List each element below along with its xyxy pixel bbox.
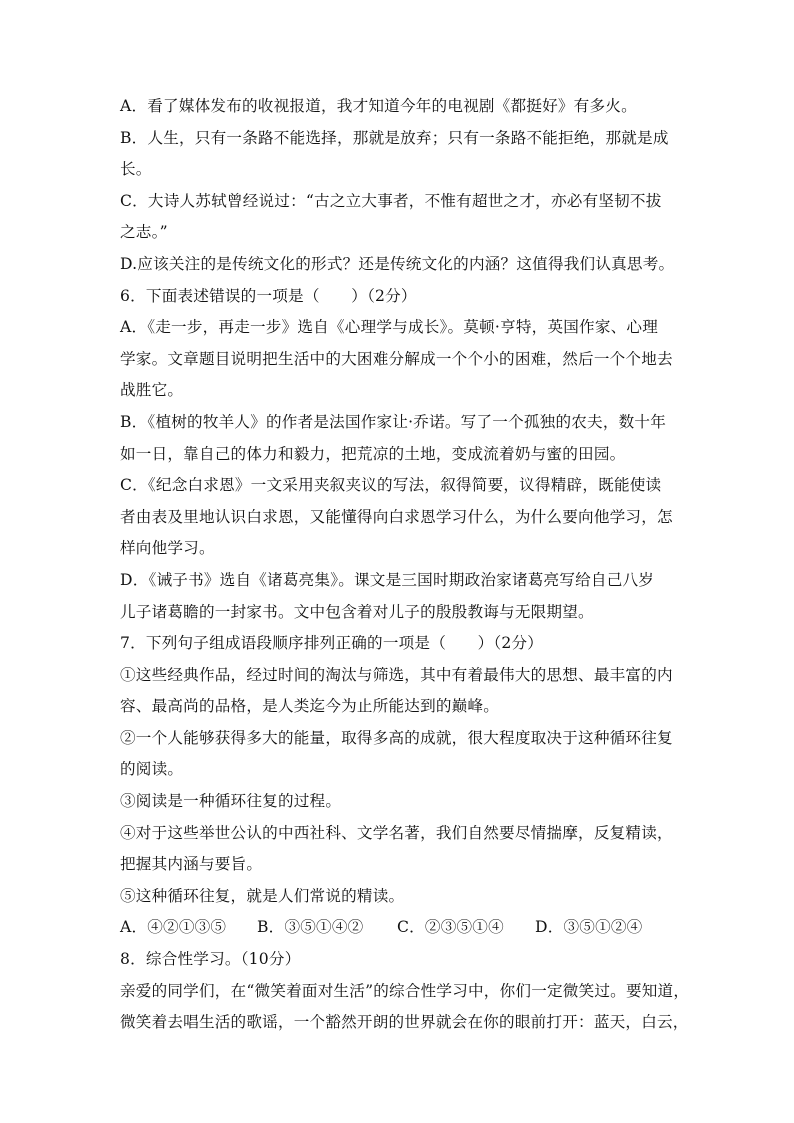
q7-option-b: B．③⑤①④② [257, 918, 364, 937]
q6-option-b-line2: 如一日，靠自己的体力和毅力，把荒凉的土地，变成流着奶与蜜的田园。 [120, 444, 626, 463]
q6-option-c-line3: 样向他学习。 [120, 539, 215, 558]
q6-option-a-line1: A．《走一步，再走一步》选自《心理学与成长》。莫顿·亨特，英国作家、心理 [120, 318, 659, 337]
q7-sentence-1-line2: 容、最高尚的品格，是人类迄今为止所能达到的巅峰。 [120, 697, 500, 716]
q5-option-b-line1: B．人生，只有一条路不能选择，那就是放弃；只有一条路不能拒绝，那就是成 [120, 128, 669, 147]
document-body [120, 91, 690, 1039]
q5-option-a: A．看了媒体发布的收视报道，我才知道今年的电视剧《都挺好》有多火。 [120, 97, 637, 115]
q7-option-d: D．③⑤①②④ [535, 918, 643, 937]
q7-sentence-2-line1: ②一个人能够获得多大的能量，取得多高的成就，很大程度取决于这种循环往复 [120, 728, 673, 747]
q7-option-a: A．④②①③⑤ [120, 918, 227, 937]
question-6-title: 6．下面表述错误的一项是（ ）（2分） [120, 286, 417, 305]
q7-option-c: C．②③⑤①④ [397, 918, 504, 937]
q7-sentence-3: ③阅读是一种循环往复的过程。 [120, 792, 342, 811]
q7-options [120, 912, 685, 944]
q7-sentence-1-line1: ①这些经典作品，经过时间的淘汰与筛选，其中有着最伟大的思想、最丰富的内 [120, 665, 673, 684]
q6-option-b-line1: B．《植树的牧羊人》的作者是法国作家让·乔诺。写了一个孤独的农夫，数十年 [120, 412, 667, 431]
q5-option-c-line1: C．大诗人苏轼曾经说过：“古之立大事者，不惟有超世之才，亦必有坚韧不拔 [120, 191, 662, 210]
q5-option-d: D.应该关注的是传统文化的形式？还是传统文化的内涵？这值得我们认真思考。 [120, 254, 675, 273]
q6-option-c-line1: C．《纪念白求恩》一文采用夹叙夹议的写法，叙得简要，议得精辟，既能使读 [120, 476, 662, 495]
q8-intro-line1: 亲爱的同学们，在“微笑着面对生活”的综合性学习中，你们一定微笑过。要知道， [120, 981, 690, 1000]
q7-sentence-2-line2: 的阅读。 [120, 760, 184, 779]
question-8-title: 8．综合性学习。（10分） [120, 950, 301, 969]
q6-option-a-line2: 学家。文章题目说明把生活中的大困难分解成一个个小的困难，然后一个个地去 [120, 349, 673, 368]
q7-sentence-5: ⑤这种循环往复，就是人们常说的精读。 [120, 886, 405, 905]
q8-intro-line2: 微笑着去唱生活的歌谣，一个豁然开朗的世界就会在你的眼前打开：蓝天，白云， [120, 1013, 689, 1032]
q6-option-d-line1: D．《诫子书》选自《诸葛亮集》。课文是三国时期政治家诸葛亮写给自己八岁 [120, 570, 655, 589]
q6-option-a-line3: 战胜它。 [120, 381, 184, 400]
q6-option-c-line2: 者由表及里地认识白求恩，又能懂得向白求恩学习什么，为什么要向他学习，怎 [120, 507, 673, 526]
q6-option-d-line2: 儿子诸葛瞻的一封家书。文中包含着对儿子的殷殷教诲与无限期望。 [120, 602, 594, 621]
q5-option-c-line2: 之志。” [120, 223, 168, 242]
q7-sentence-4-line1: ④对于这些举世公认的中西社科、文学名著，我们自然要尽情揣摩，反复精读， [120, 823, 673, 842]
q7-sentence-4-line2: 把握其内涵与要旨。 [120, 855, 263, 874]
question-7-title: 7．下列句子组成语段顺序排列正确的一项是（ ）（2分） [120, 634, 544, 653]
q5-option-b-line2: 长。 [120, 160, 152, 179]
